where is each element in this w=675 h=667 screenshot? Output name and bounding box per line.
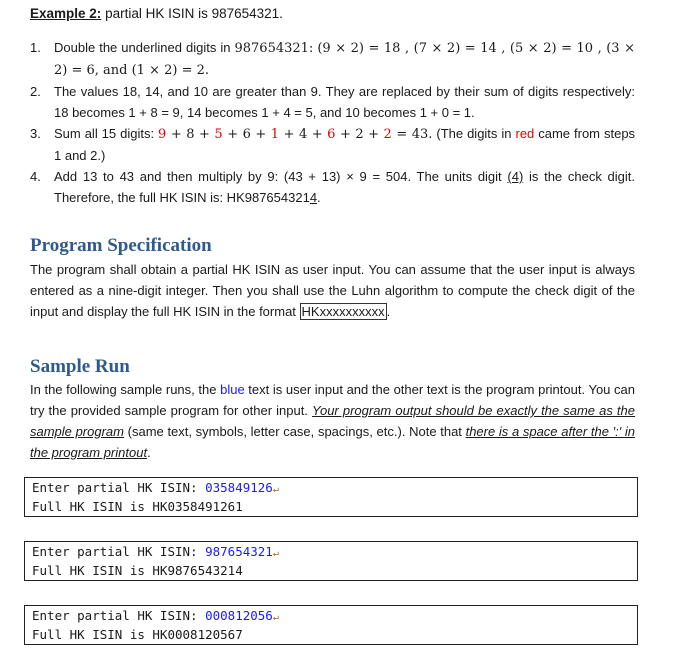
- check-digit-final: 4: [309, 190, 318, 205]
- console-input-line: [32, 544, 279, 559]
- sample-run-box: [24, 541, 638, 581]
- step-text: Sum all 15 digits:: [54, 126, 159, 141]
- underlined-number: 987654321:: [234, 41, 314, 56]
- sum-op: +: [227, 127, 239, 142]
- step-3: [30, 123, 635, 166]
- spec-paragraph: [30, 259, 635, 322]
- sample-text: text is user input and the other text is the program printout. You can try the provided sample program for other input.: [30, 382, 635, 418]
- spec-end: .: [386, 304, 391, 319]
- step-text: Add 13 to 43 and then multiply by 9: (43 + 13) × 9 = 504. The units digit: [54, 169, 508, 184]
- return-icon: ↵: [272, 612, 279, 623]
- example-title: [30, 6, 283, 21]
- step-2: [30, 81, 635, 123]
- return-icon: ↵: [272, 548, 279, 559]
- sum-op: +: [368, 127, 380, 142]
- steps-list: [30, 37, 635, 208]
- example-text: partial HK ISIN is 987654321.: [105, 6, 283, 21]
- step-number: 3.: [30, 126, 41, 141]
- format-box: HKxxxxxxxxxx: [301, 304, 385, 319]
- sum-term: 2: [383, 127, 392, 142]
- prompt-text: Enter partial HK ISIN:: [32, 544, 206, 559]
- user-input: 000812056: [205, 608, 273, 623]
- step-text: Double the underlined digits in: [54, 40, 235, 55]
- sum-term: 6: [327, 127, 336, 142]
- output-text: Full HK ISIN is HK9876543214: [32, 563, 243, 578]
- step-text: The values 18, 14, and 10 are greater than 9. They are replaced by their sum of digits respectively: 18 becomes 1 + 8 = 9, 14 becomes 1 + 4 = 5, and 10 becomes 1 + 0 = 1.: [54, 84, 635, 120]
- output-text: Full HK ISIN is HK0008120567: [32, 627, 243, 642]
- sum-op: +: [311, 127, 323, 142]
- sample-text: (same text, symbols, letter case, spacings, etc.). Note that: [123, 424, 466, 439]
- sum-term: 5: [214, 127, 223, 142]
- spec-text: The program shall obtain a partial HK ISIN as user input. You can assume that the user input is always entered as a nine-digit integer. Then you shall use the Luhn algorithm to compute the check digit of the input and display the full HK ISIN in the format: [30, 262, 635, 319]
- emphasis-note: there is a space after the ':' in the program printout: [30, 424, 635, 460]
- sample-end: .: [147, 445, 151, 460]
- step-text: came from steps 1 and 2.): [54, 126, 636, 163]
- user-input: 987654321: [205, 544, 273, 559]
- spec-heading: Program Specification: [30, 235, 212, 256]
- step-end: .: [317, 190, 321, 205]
- sum-term: 8: [186, 127, 195, 142]
- red-word: red: [515, 126, 535, 141]
- example-label: Example 2:: [30, 6, 102, 21]
- emphasis-note: Your program output should be exactly the same as the sample program: [30, 403, 635, 439]
- console-input-line: [32, 480, 279, 495]
- step-number: 4.: [30, 169, 41, 184]
- prompt-text: Enter partial HK ISIN:: [32, 480, 206, 495]
- sum-term: 9: [158, 127, 167, 142]
- sample-run-box: [24, 477, 638, 517]
- sum-term: 2: [355, 127, 364, 142]
- prompt-text: Enter partial HK ISIN:: [32, 608, 206, 623]
- sum-term: 4: [298, 127, 308, 142]
- sample-heading: Sample Run: [30, 356, 130, 377]
- sum-op: +: [339, 127, 351, 142]
- step-1: [30, 37, 635, 81]
- doubling-equations: (9 × 2) = 18 , (7 × 2) = 14 , (5 × 2) = 10 , (3 × 2) = 6, and (1 × 2) = 2.: [54, 41, 635, 78]
- sum-op: +: [255, 127, 267, 142]
- blue-word: blue: [220, 382, 245, 397]
- sum-expression: [158, 127, 432, 142]
- sum-op: +: [170, 127, 182, 142]
- user-input: 035849126: [205, 480, 273, 495]
- step-4: [30, 166, 635, 208]
- step-number: 2.: [30, 84, 41, 99]
- sum-op: +: [283, 127, 295, 142]
- step-number: 1.: [30, 40, 41, 55]
- console-input-line: [32, 608, 279, 623]
- sum-result: 43.: [411, 127, 433, 142]
- sum-term: 6: [242, 127, 251, 142]
- output-text: Full HK ISIN is HK0358491261: [32, 499, 243, 514]
- sum-op: +: [199, 127, 210, 142]
- sample-run-box: [24, 605, 638, 645]
- sum-op: =: [396, 127, 408, 142]
- step-text: (The digits in: [436, 126, 516, 141]
- sample-paragraph: [30, 379, 635, 463]
- step-text: is the check digit. Therefore, the full HK ISIN is: HK987654321: [54, 169, 636, 205]
- sum-term: 1: [270, 127, 280, 142]
- return-icon: ↵: [272, 484, 279, 495]
- sample-text: In the following sample runs, the: [30, 382, 221, 397]
- check-digit: (4): [507, 169, 524, 184]
